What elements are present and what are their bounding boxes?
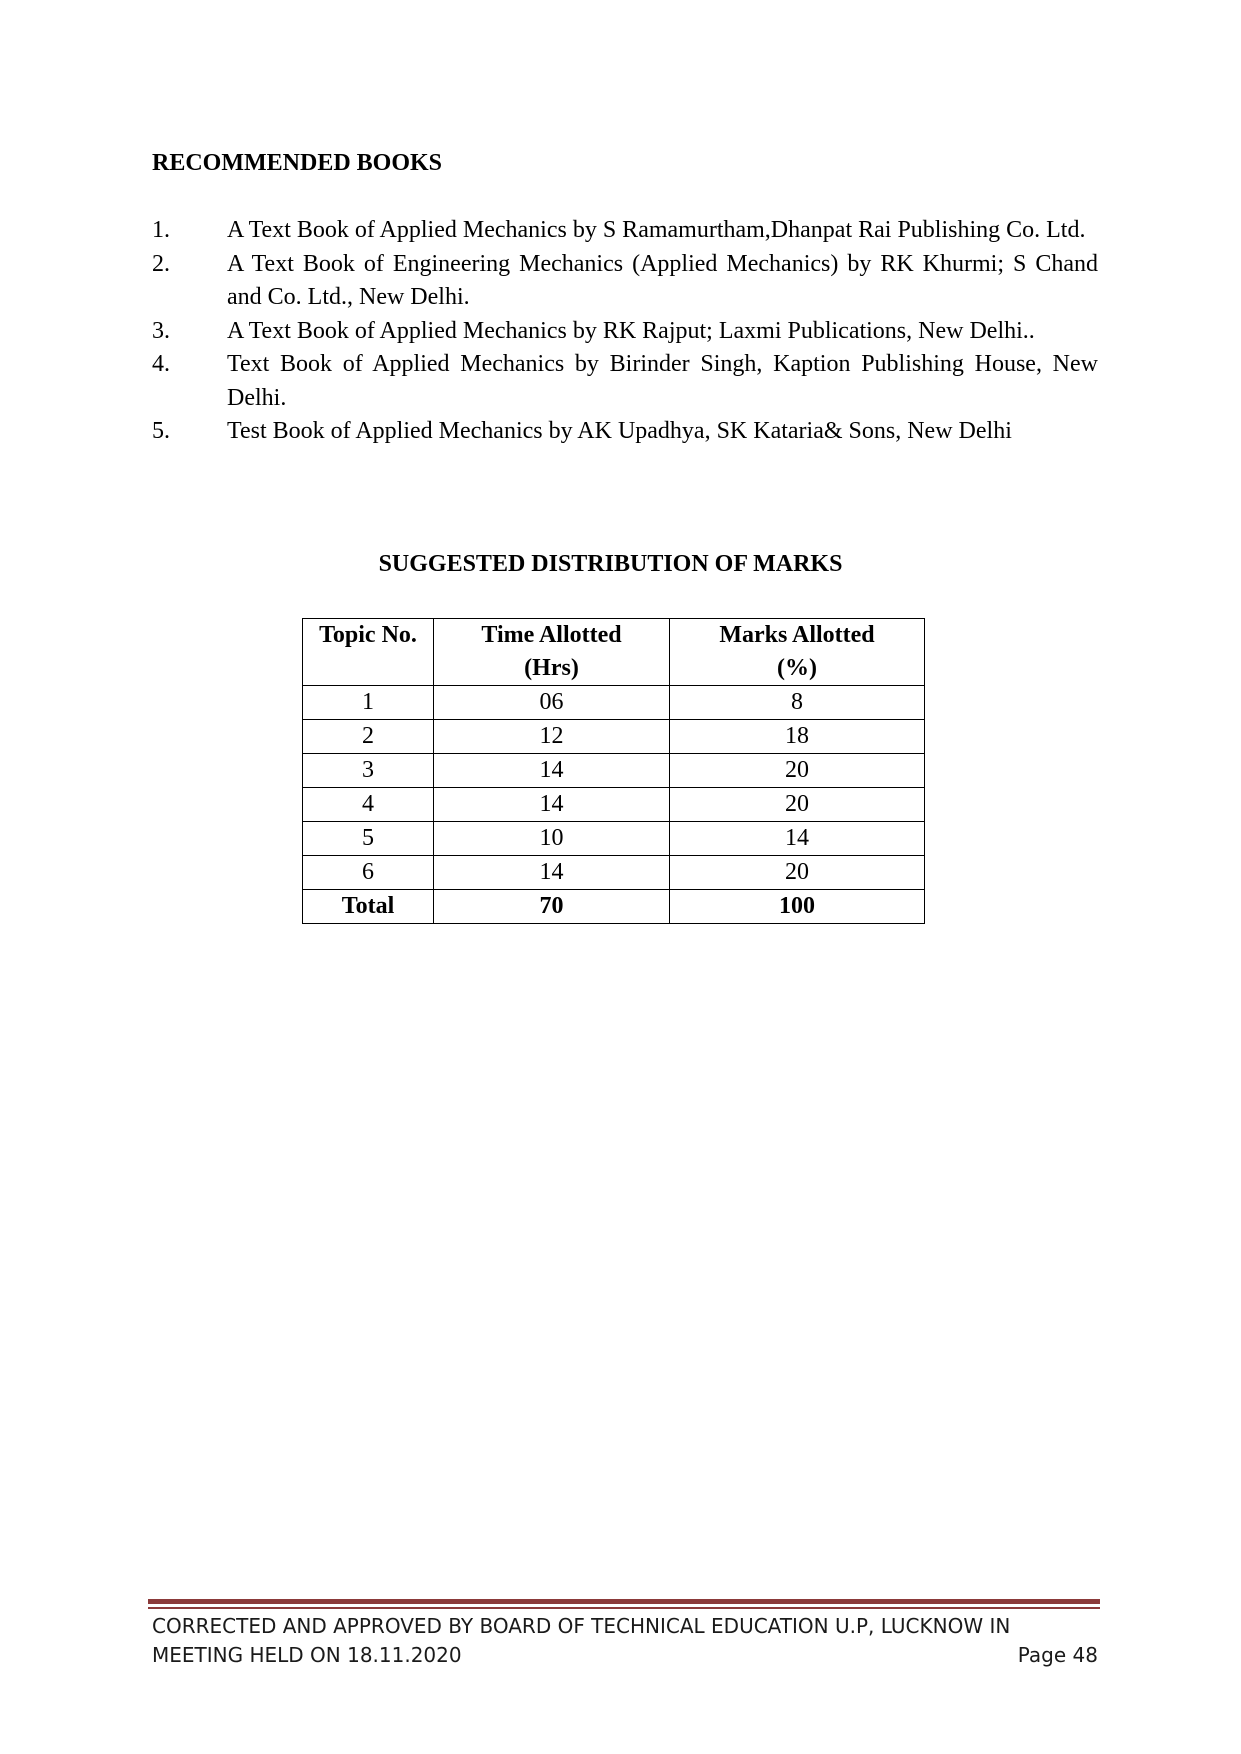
cell-total-marks: 100 (670, 890, 925, 924)
cell-topic: 4 (303, 788, 434, 822)
footer-divider-thin (148, 1607, 1100, 1609)
table-row (303, 754, 925, 788)
marks-distribution-table (302, 618, 925, 924)
cell-marks: 20 (670, 754, 925, 788)
list-item-number: 4. (152, 351, 170, 377)
cell-topic: 2 (303, 720, 434, 754)
cell-marks: 18 (670, 720, 925, 754)
cell-marks: 8 (670, 686, 925, 720)
list-item (152, 248, 1098, 315)
cell-topic: 5 (303, 822, 434, 856)
table-header-row (303, 619, 925, 686)
recommended-books-heading: RECOMMENDED BOOKS (152, 150, 443, 176)
cell-topic: 6 (303, 856, 434, 890)
cell-time: 14 (434, 856, 670, 890)
header-time-line2: (Hrs) (524, 655, 579, 681)
cell-total-label: Total (303, 890, 434, 924)
list-item-number: 2. (152, 250, 170, 277)
header-topic-no-label: Topic No. (319, 622, 417, 648)
cell-time: 06 (434, 686, 670, 720)
table-row (303, 822, 925, 856)
cell-topic: 3 (303, 754, 434, 788)
cell-marks: 20 (670, 788, 925, 822)
cell-marks: 20 (670, 856, 925, 890)
table-row (303, 856, 925, 890)
table-row (303, 720, 925, 754)
list-item-text: Test Book of Applied Mechanics by AK Upadhya, SK Kataria& Sons, New Delhi (227, 418, 1012, 444)
footer-line1: CORRECTED AND APPROVED BY BOARD OF TECHNICAL EDUCATION U.P, LUCKNOW IN (152, 1614, 1011, 1638)
header-time-allotted (434, 619, 670, 686)
header-time-line1: Time Allotted (481, 622, 622, 648)
list-item-number: 3. (152, 317, 170, 344)
list-item (152, 214, 1098, 248)
table-row (303, 686, 925, 720)
page-footer (152, 1612, 1098, 1670)
footer-divider-thick (148, 1599, 1100, 1604)
list-item (152, 415, 1098, 449)
cell-time: 12 (434, 720, 670, 754)
header-marks-line2: (%) (777, 655, 817, 681)
header-marks-line1: Marks Allotted (719, 622, 875, 648)
cell-time: 14 (434, 788, 670, 822)
cell-total-time: 70 (434, 890, 670, 924)
page-number: Page 48 (1017, 1643, 1098, 1667)
table-row (303, 788, 925, 822)
table-total-row (303, 890, 925, 924)
header-marks-allotted (670, 619, 925, 686)
cell-marks: 14 (670, 822, 925, 856)
list-item-text: A Text Book of Applied Mechanics by S Ramamurtham,Dhanpat Rai Publishing Co. Ltd. (227, 217, 1086, 243)
list-item-number: 1. (152, 217, 170, 243)
list-item-text: Text Book of Applied Mechanics by Birinder Singh, Kaption Publishing House, New Delhi. (227, 351, 1098, 411)
footer-line2: MEETING HELD ON 18.11.2020 (152, 1643, 462, 1667)
footer-line2-row (152, 1641, 1098, 1670)
list-item (152, 348, 1098, 415)
cell-time: 14 (434, 754, 670, 788)
distribution-heading: SUGGESTED DISTRIBUTION OF MARKS (378, 551, 843, 577)
list-item (152, 315, 1098, 349)
book-list (152, 214, 1098, 449)
header-topic-no (303, 619, 434, 686)
list-item-text: A Text Book of Engineering Mechanics (Applied Mechanics) by RK Khurmi; S Chand and Co. Ltd., New Delhi. (227, 250, 1098, 310)
list-item-text: A Text Book of Applied Mechanics by RK Rajput; Laxmi Publications, New Delhi.. (227, 317, 1035, 344)
list-item-number: 5. (152, 418, 170, 444)
cell-topic: 1 (303, 686, 434, 720)
cell-time: 10 (434, 822, 670, 856)
